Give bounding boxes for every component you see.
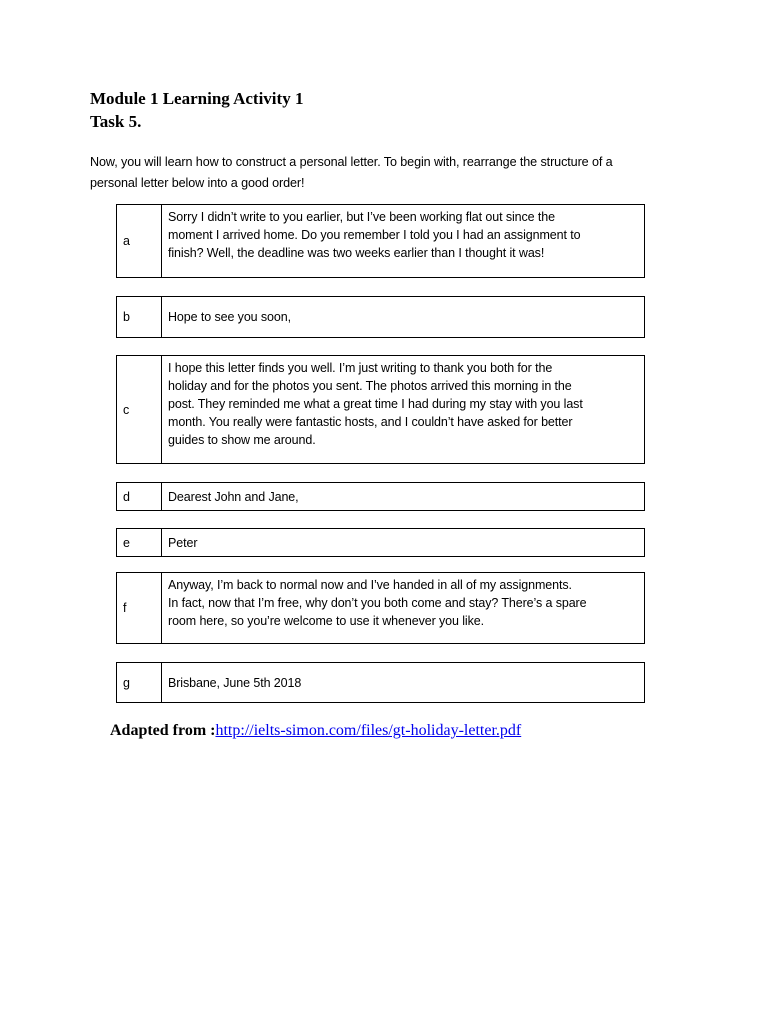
row-letter: f bbox=[117, 573, 162, 643]
row-letter: d bbox=[117, 483, 162, 510]
content-line: finish? Well, the deadline was two weeks earlier than I thought it was! bbox=[168, 246, 545, 260]
content-line: Sorry I didn’t write to you earlier, but I’ve been working flat out since the bbox=[168, 210, 555, 224]
letter-part-row-c bbox=[116, 355, 645, 464]
row-content bbox=[162, 297, 644, 337]
content-line: month. You really were fantastic hosts, and I couldn’t have asked for better bbox=[168, 415, 573, 429]
row-content bbox=[162, 663, 644, 702]
instructions-paragraph bbox=[90, 152, 690, 194]
row-letter: e bbox=[117, 529, 162, 556]
letter-part-row-b bbox=[116, 296, 645, 338]
content-line: Anyway, I’m back to normal now and I’ve handed in all of my assignments. bbox=[168, 578, 572, 592]
task-heading: Task 5. bbox=[90, 112, 142, 131]
row-letter: a bbox=[117, 205, 162, 277]
content-line: post. They reminded me what a great time I had during my stay with you last bbox=[168, 397, 583, 411]
row-content bbox=[162, 573, 644, 643]
row-content bbox=[162, 356, 644, 463]
content-line: holiday and for the photos you sent. The photos arrived this morning in the bbox=[168, 379, 572, 393]
row-content bbox=[162, 529, 644, 556]
letter-part-row-d bbox=[116, 482, 645, 511]
content-line: guides to show me around. bbox=[168, 433, 316, 447]
row-letter: c bbox=[117, 356, 162, 463]
content-line: I hope this letter finds you well. I’m just writing to thank you both for the bbox=[168, 361, 553, 375]
content-line: Brisbane, June 5th 2018 bbox=[168, 675, 302, 690]
content-line: Dearest John and Jane, bbox=[168, 489, 299, 504]
content-line: moment I arrived home. Do you remember I told you I had an assignment to bbox=[168, 228, 581, 242]
content-line: room here, so you’re welcome to use it whenever you like. bbox=[168, 614, 484, 628]
content-line: Peter bbox=[168, 535, 198, 550]
source-citation bbox=[110, 720, 521, 742]
source-link[interactable]: http://ielts-simon.com/files/gt-holiday-letter.pdf bbox=[215, 722, 522, 739]
letter-part-row-g bbox=[116, 662, 645, 703]
content-line: Hope to see you soon, bbox=[168, 310, 291, 324]
page-title: Module 1 Learning Activity 1 bbox=[90, 89, 304, 108]
content-line: In fact, now that I’m free, why don’t you both come and stay? There’s a spare bbox=[168, 596, 587, 610]
source-label: Adapted from : bbox=[110, 722, 216, 739]
letter-part-row-a bbox=[116, 204, 645, 278]
instructions-line: Now, you will learn how to construct a personal letter. To begin with, rearrange the structure of a bbox=[90, 155, 613, 169]
row-letter: b bbox=[117, 297, 162, 337]
letter-part-row-f bbox=[116, 572, 645, 644]
row-letter: g bbox=[117, 663, 162, 702]
instructions-line: personal letter below into a good order! bbox=[90, 176, 305, 190]
letter-part-row-e bbox=[116, 528, 645, 557]
row-content bbox=[162, 205, 644, 277]
row-content bbox=[162, 483, 644, 510]
